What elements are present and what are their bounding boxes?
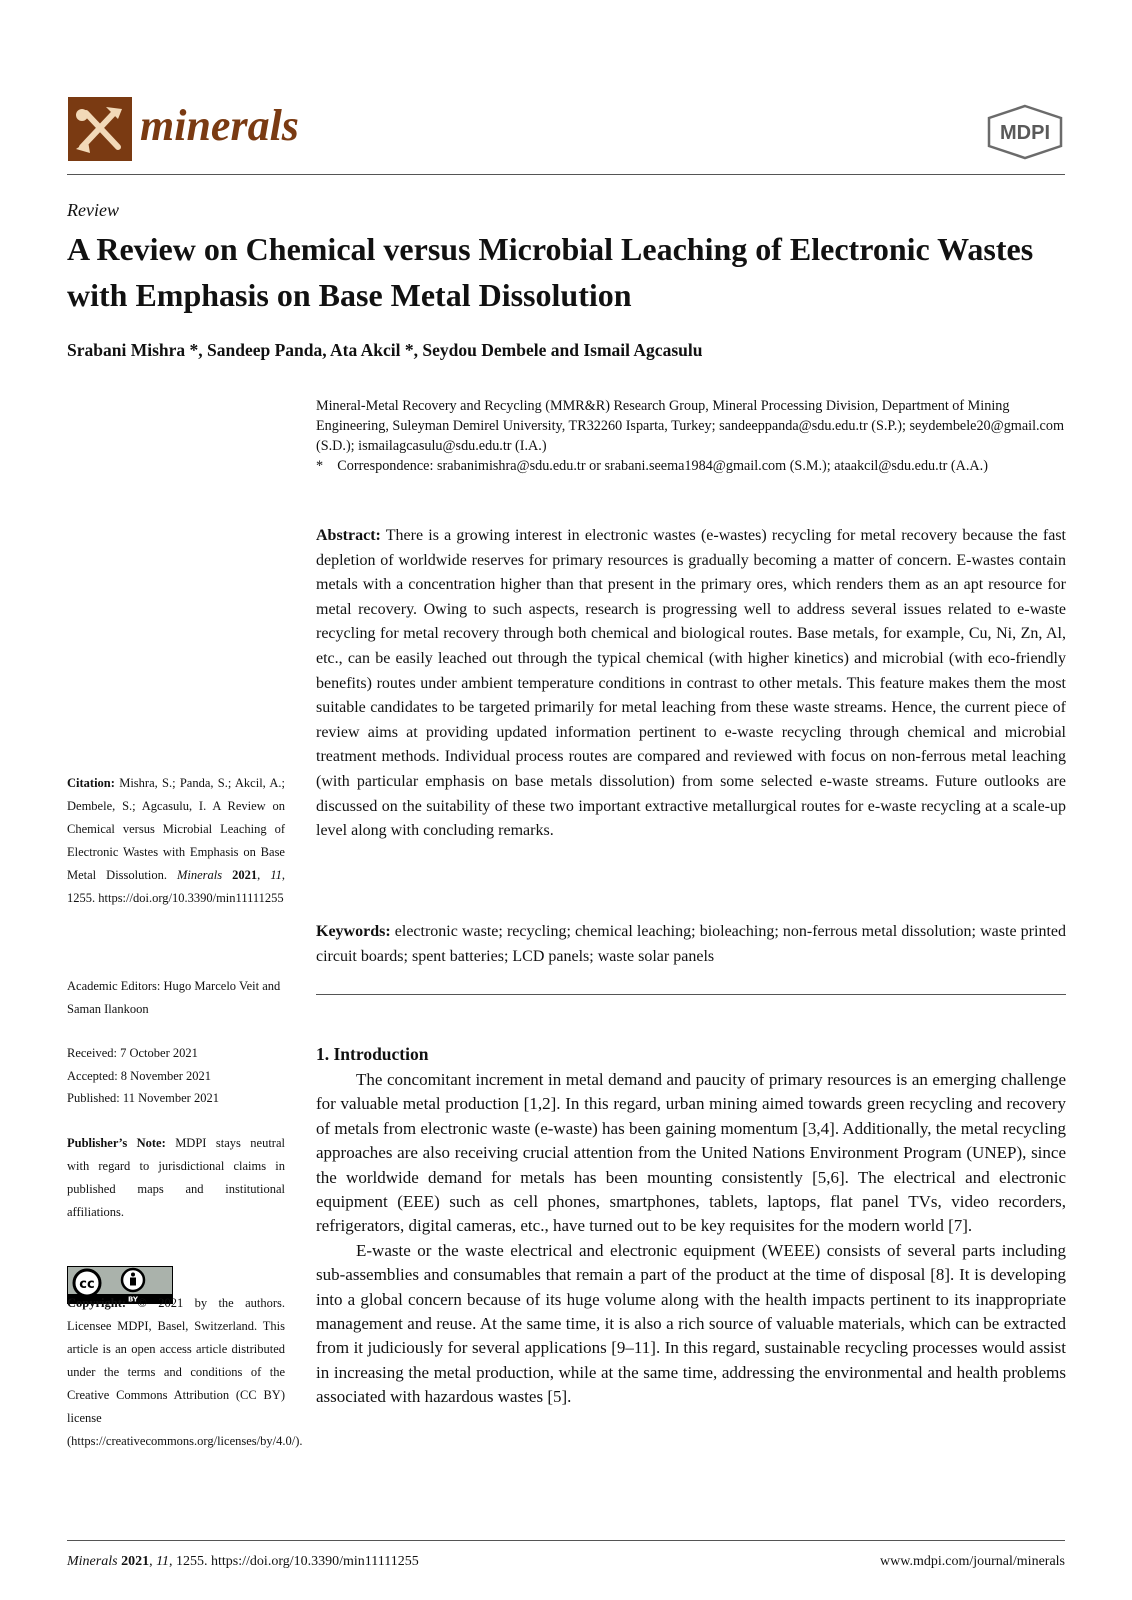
publisher-note	[67, 1132, 285, 1224]
correspondence-text: Correspondence: srabanimishra@sdu.edu.tr or srabani.seema1984@gmail.com (S.M.); ataakcil@sdu.edu.tr (A.A.)	[337, 458, 988, 474]
affiliation-text: Mineral-Metal Recovery and Recycling (MMR&R) Research Group, Mineral Processing Division, Department of Mining Engineering, Suleyman Demirel University, TR32260 Isparta, Turkey; sandeeppanda@sdu.edu.tr (S.P.); seydembele20@gmail.com (S.D.); ismailagcasulu@sdu.edu.tr (I.A.)	[316, 398, 1064, 454]
citation-journal: Minerals	[176, 868, 223, 882]
citation-year: 2021	[232, 868, 258, 882]
keywords-label: Keywords:	[316, 923, 391, 940]
academic-editors	[67, 975, 285, 1021]
citation-doi[interactable]: 1255. https://doi.org/10.3390/min11111255	[67, 891, 284, 905]
correspondence-marker: *	[316, 458, 324, 474]
citation-volume: 11	[270, 868, 282, 882]
footer-doi[interactable]: , 1255. https://doi.org/10.3390/min11111255	[169, 1554, 419, 1569]
author-list: Srabani Mishra *, Sandeep Panda, Ata Akcil *, Seydou Dembele and Ismail Agcasulu	[67, 340, 703, 360]
copyright-label: Copyright:	[67, 1296, 127, 1310]
abstract-text: There is a growing interest in electronic wastes (e-wastes) recycling for metal recovery because the fast depletion of worldwide reserves for primary resources is gradually becoming a matter of concern. E-wastes contain metals with a concentration higher than that present in the primary ores, which renders them as an apt resource for metal recovery. Owing to such aspects, research is progressing well to address several issues related to e-waste recycling for metal recovery through both chemical and biological routes. Base metals, for example, Cu, Ni, Zn, Al, etc., can be easily leached out through the typical chemical (with higher kinetics) and microbial (with eco-friendly benefits) routes under ambient temperature conditions in contrast to other metals. This feature makes them the most suitable candidates to be targeted primarily for metal leaching from these waste streams. Hence, the current piece of review aims at providing updated information pertinent to e-waste recycling through chemical and microbial treatment methods. Individual process routes are compared and reviewed with focus on non-ferrous metal leaching (with particular emphasis on base metals dissolution) from some selected e-waste streams. Future outlooks are discussed on the suitability of these two important extractive metallurgical routes for e-waste recycling at a scale-up level along with concluding remarks.	[316, 527, 1066, 840]
citation-text: Mishra, S.; Panda, S.; Akcil, A.; Dembele, S.; Agcasulu, I. A Review on Chemical versus Microbial Leaching of Electronic Wastes with Emphasis on Base Metal Dissolution.	[67, 776, 286, 882]
dates-block	[67, 1042, 285, 1110]
cc-badge-label: BY	[127, 1295, 139, 1304]
paragraph: E-waste or the waste electrical and electronic equipment (WEEE) consists of several parts including sub-assemblies and consumables that remain a part of the product at the time of disposal [8]. It is developing into a global concern because of its huge volume along with the health impacts pertinent to its inappropriate management and reuse. At the same time, it is also a rich source of valuable materials, which can be extracted from it judiciously for several applications [9–11]. In this regard, sustainable recycling processes would assist in increasing the metal production, while at the same time, addressing the environmental and health problems associated with hazardous wastes [5].	[316, 1240, 1066, 1407]
paragraph: The concomitant increment in metal demand and paucity of primary resources is an emerging challenge for valuable metal production [1,2]. In this regard, urban mining aimed towards green recycling and recovery of metals from electronic waste (e-waste) has been gaining momentum [3,4]. Additionally, the metal recycling approaches are also receiving crucial attention from the United Nations Environment Program (UNEP), since the worldwide demand for metals has been mounting consistently [5,6]. The electrical and electronic equipment (EEE) such as cell phones, smartphones, tablets, laptops, flat panel TVs, video recorders, refrigerators, digital cameras, etc., have turned out to be key requisites for the modern world [7].	[316, 1070, 1066, 1236]
article-type: Review	[67, 200, 119, 220]
footer-citation: Minerals 2021, 11, 1255. https://doi.org/10.3390/min11111255	[67, 1554, 419, 1569]
introduction-body	[316, 1068, 1066, 1410]
footer-year: 2021	[121, 1554, 150, 1569]
mdpi-logo-text: MDPI	[1000, 122, 1050, 144]
footer-journal: Minerals	[67, 1554, 118, 1569]
mdpi-logo-icon	[985, 104, 1065, 160]
footer-volume: 11	[156, 1554, 170, 1569]
keywords	[316, 920, 1066, 969]
article-title: A Review on Chemical versus Microbial Leaching of Electronic Wastes with Emphasis on Base Metal Dissolution	[67, 231, 1034, 313]
keywords-text: electronic waste; recycling; chemical leaching; bioleaching; non-ferrous metal dissolution; waste printed circuit boards; spent batteries; LCD panels; waste solar panels	[316, 923, 1066, 965]
journal-name: minerals	[140, 101, 299, 150]
published-date: Published: 11 November 2021	[67, 1091, 219, 1105]
abstract-label: Abstract:	[316, 527, 381, 544]
footer-divider	[67, 1540, 1065, 1541]
journal-logo-icon	[68, 97, 132, 161]
keywords-divider	[316, 994, 1066, 995]
accepted-date: Accepted: 8 November 2021	[67, 1068, 212, 1083]
header-divider	[67, 174, 1065, 175]
citation-block: Citation: Mishra, S.; Panda, S.; Akcil, A.; Dembele, S.; Agcasulu, I. A Review on Chemical versus Microbial Leaching of Electronic Wastes with Emphasis on Base Metal Dissolution. Minerals 2021, 11, 1255. https://doi.org/10.3390/min11111255	[67, 776, 286, 905]
editors-text: Academic Editors: Hugo Marcelo Veit and Saman Ilankoon	[67, 979, 281, 1016]
citation-label: Citation:	[67, 776, 115, 790]
affiliation-block	[316, 396, 1066, 476]
publisher-note-text: MDPI stays neutral with regard to jurisdictional claims in published maps and institutional affiliations.	[67, 1136, 285, 1219]
received-date: Received: 7 October 2021	[67, 1046, 198, 1060]
svg-text:cc: cc	[79, 1277, 95, 1292]
section-heading-introduction: 1. Introduction	[316, 1044, 429, 1064]
copyright-text: © 2021 by the authors. Licensee MDPI, Basel, Switzerland. This article is an open access article distributed under the terms and conditions of the Creative Commons Attribution (CC BY) license (https://creativecommons.org/licenses/by/4.0/).	[67, 1296, 303, 1448]
publisher-note-label: Publisher’s Note:	[67, 1136, 166, 1150]
copyright-block	[67, 1288, 303, 1453]
footer-journal-url[interactable]: www.mdpi.com/journal/minerals	[880, 1554, 1065, 1569]
correspondence-line	[316, 456, 1066, 476]
abstract	[316, 524, 1066, 844]
